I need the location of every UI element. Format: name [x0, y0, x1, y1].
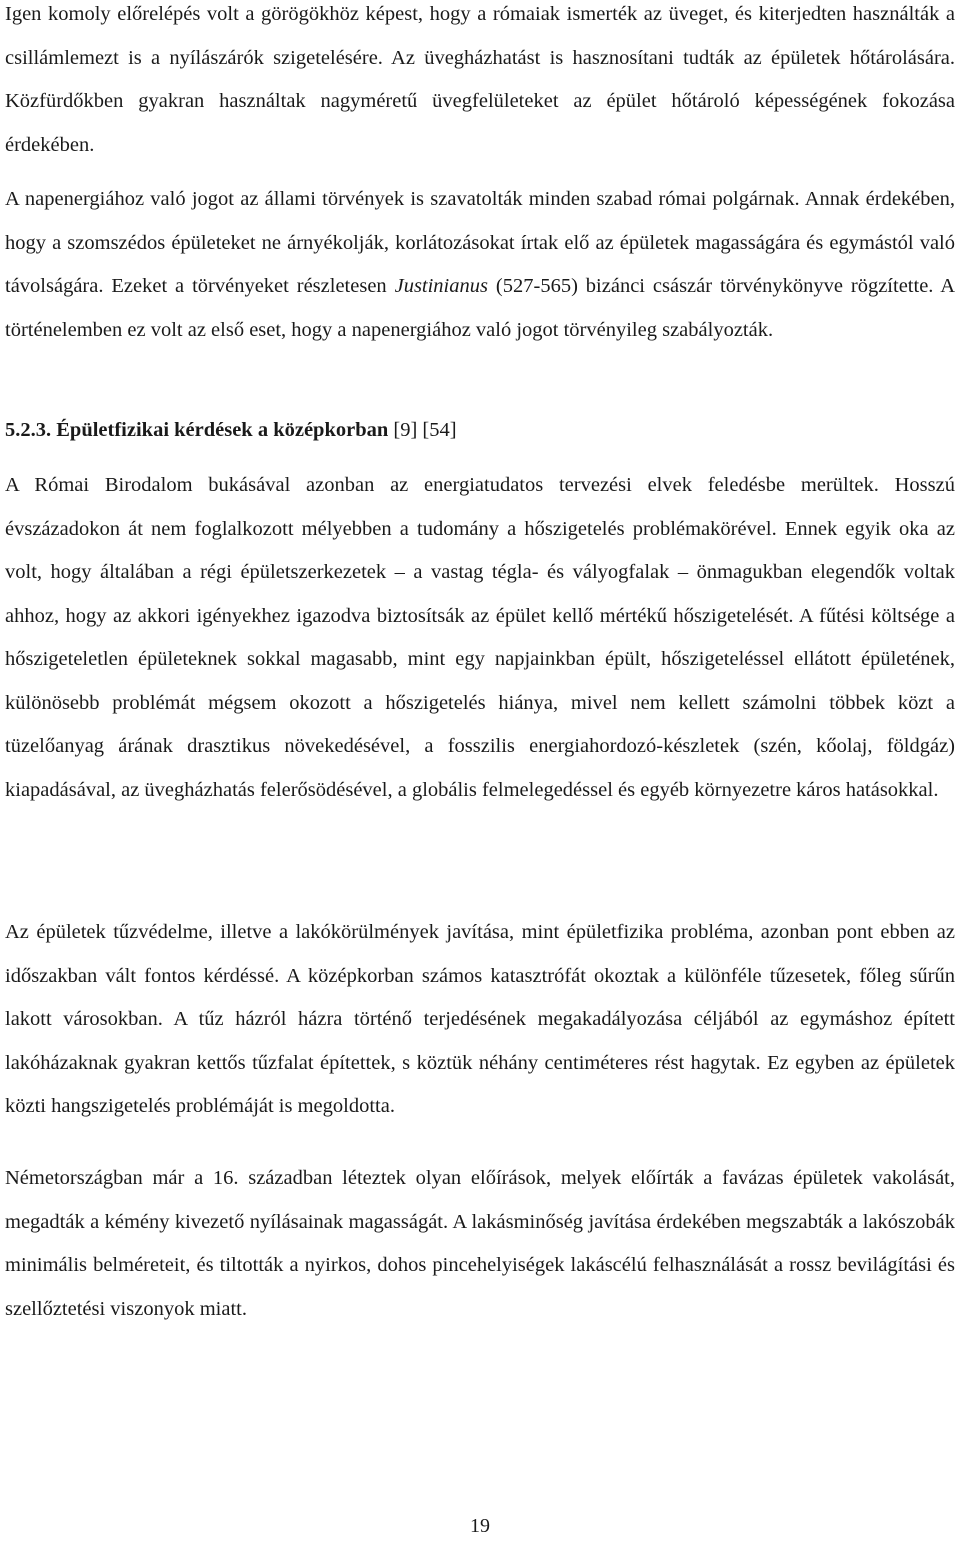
justinianus-name: Justinianus: [394, 275, 488, 297]
paragraph-solar-rights: [5, 178, 955, 352]
paragraph-roman-glass: Igen komoly előrelépés volt a görögökhöz képest, hogy a rómaiak ismerték az üveget, és kiterjedten használták a csillámlemezt is a nyílászárók szigetelésére. Az üvegházhatást is hasznosítani tudták az épületek hőtárolására. Közfürdőkben gyakran használtak nagyméretű üvegfelületeket az épület hőtároló képességének fokozása érdekében.: [5, 3, 955, 156]
section-references: [9] [54]: [388, 419, 457, 441]
section-heading: [5, 409, 955, 453]
section-number: 5.2.3.: [5, 419, 52, 441]
page-number: 19: [470, 1515, 490, 1537]
paragraph-solar-rights-text-1: A napenergiához való jogot az állami törvények is szavatolták minden szabad római polgárnak. Annak érdekében, hogy a szomszédos épületeket ne árnyékolják, korlátozásokat írtak elő az épületek magasságára és egymástól való távolságára. Ezeket a törvényeket részletesen: [5, 188, 955, 297]
section-title: Épületfizikai kérdések a középkorban: [56, 419, 389, 441]
paragraph-medieval-insulation: A Római Birodalom bukásával azonban az energiatudatos tervezési elvek feledésbe merültek. Hosszú évszázadokon át nem foglalkozott mélyebben a tudomány a hőszigetelés problémakörével. Ennek egyik oka az volt, hogy általában a régi épületszerkezetek – a vastag tégla- és vályogfalak – önmagukban elegendők voltak ahhoz, hogy az akkori igényekhez igazodva biztosítsák az épület kellő mértékű hőszigetelését. A fűtési költsége a hőszigeteletlen épületeknek sokkal magasabb, mint egy napjainkban épült, hőszigeteléssel ellátott épületének, különösebb problémát mégsem okozott a hőszigetelés hiánya, mivel nem kellett számolni többek közt a tüzelőanyag árának drasztikus növekedésével, a fosszilis energiahordozó-készletek (szén, kőolaj, földgáz) kiapadásával, az üvegházhatás felerősödésével, a globális felmelegedéssel és egyéb környezetre káros hatásokkal.: [5, 474, 955, 801]
paragraph-solar-rights-text-2: (527-565) bizánci császár törvénykönyve rögzítette. A történelemben ez volt az első eset, hogy a napenergiához való jogot törvényileg szabályozták.: [5, 275, 955, 341]
paragraph-germany-regulations: Németországban már a 16. században léteztek olyan előírások, melyek előírták a favázas épületek vakolását, megadták a kémény kivezető nyílásainak magasságát. A lakásminőség javítása érdekében megszabták a lakószobák minimális belméreteit, és tiltották a nyirkos, dohos pincehelyiségek lakáscélú felhasználását a rossz bevilágítási és szellőztetési viszonyok miatt.: [5, 1167, 955, 1320]
paragraph-fire-protection: Az épületek tűzvédelme, illetve a lakókörülmények javítása, mint épületfizika probléma, azonban pont ebben az időszakban vált fontos kérdéssé. A középkorban számos katasztrófát okoztak a különféle tűzesetek, főleg sűrűn lakott városokban. A tűz házról házra történő terjedésének megakadályozása céljából az egymáshoz épített lakóházaknak gyakran kettős tűzfalat építettek, s köztük néhány centiméteres rést hagytak. Ez egyben az épületek közti hangszigetelés problémáját is megoldotta.: [5, 921, 955, 1117]
